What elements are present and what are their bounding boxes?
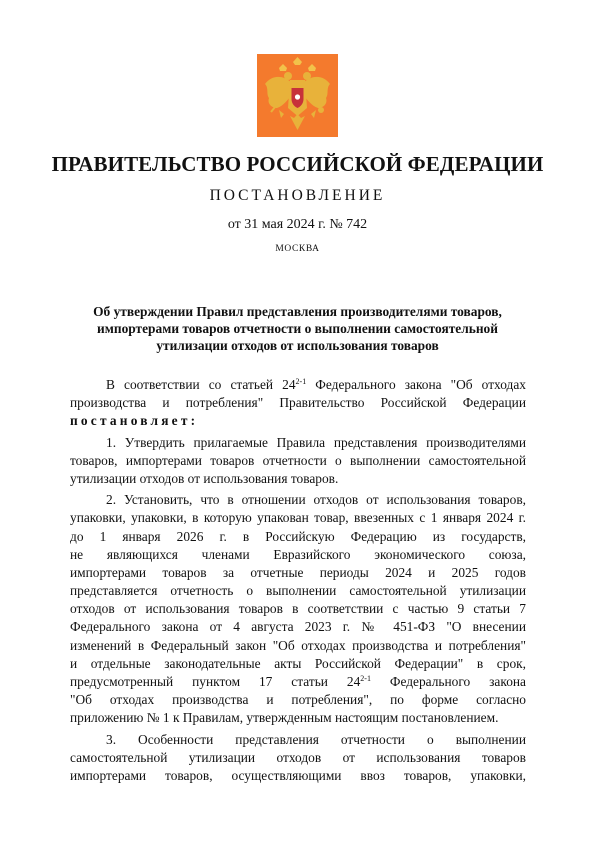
paragraph-3 (70, 731, 526, 786)
title-line: импортерами товаров отчетности о выполнении самостоятельной (97, 321, 498, 336)
title-line: Об утверждении Правил представления производителями товаров, (93, 304, 502, 319)
document-title (70, 303, 525, 354)
text-line: товаров, импортерами товаров отчетности о выполнении самостоятельной (70, 452, 526, 468)
text-fragment: Федерального закона "Об отходах (306, 377, 526, 392)
text-line: упаковки, упаковки, в которую упакован товар, ввезенных с 1 января 2024 г. (70, 510, 526, 526)
text-line: и отдельные законодательные акты Российской Федерации" в срок, (70, 655, 526, 671)
paragraph-2 (70, 491, 526, 727)
text-line: производства и потребления" Правительство Российской Федерации (70, 395, 526, 411)
russian-coat-of-arms-icon (257, 54, 338, 137)
government-title: ПРАВИТЕЛЬСТВО РОССИЙСКОЙ ФЕДЕРАЦИИ (51, 152, 544, 176)
text-line (70, 376, 526, 394)
text-line (70, 673, 526, 691)
text-line: импортерами товаров за отчетные периоды 2024 и 2025 годов (70, 564, 526, 580)
document-body (70, 376, 526, 788)
text-line: представляется отчетность о выполнении самостоятельной утилизации (70, 583, 526, 599)
text-line: "Об отходах производства и потребления", по форме согласно (70, 692, 526, 708)
paragraph-1 (70, 434, 526, 489)
document-city: МОСКВА (275, 244, 320, 254)
text-line: утилизации отходов от использования товаров. (70, 470, 339, 486)
text-line: изменений в Федеральный закон "Об отходах производства и потребления" (70, 637, 526, 653)
document-type: ПОСТАНОВЛЕНИЕ (209, 187, 386, 204)
superscript: 2-1 (295, 377, 307, 386)
text-line: 2. Установить, что в отношении отходов от использования товаров, (106, 492, 526, 508)
preamble (70, 376, 526, 431)
text-line: самостоятельной утилизации отходов от использования товаров (70, 749, 526, 765)
text-line: до 1 января 2026 г. в Российскую Федерацию из государств, (70, 528, 526, 544)
text-line: 1. Утвердить прилагаемые Правила представления производителями (106, 434, 526, 450)
text-fragment: В соответствии со статьей 24 (106, 377, 296, 392)
text-line: 3. Особенности представления отчетности о выполнении (106, 731, 526, 747)
superscript: 2-1 (360, 674, 371, 683)
document-date-number: от 31 мая 2024 г. № 742 (227, 217, 368, 232)
text-line: отходов от использования товаров в соответствии с частью 9 статьи 7 (70, 601, 526, 617)
text-fragment: Федерального закона (370, 674, 526, 689)
text-line: приложению № 1 к Правилам, утвержденным настоящим постановлением. (70, 710, 499, 726)
text-line: импортерами товаров, осуществляющими ввоз товаров, упаковки, (70, 767, 526, 783)
text-line: Федерального закона от 4 августа 2023 г. № 451-ФЗ "О внесении (70, 619, 526, 635)
title-line: утилизации отходов от использования товаров (156, 338, 439, 353)
text-fragment: предусмотренный пунктом 17 статьи 24 (70, 674, 361, 689)
text-line-emphasis: постановляет: (70, 413, 199, 429)
text-line: не являющихся членами Евразийского экономического союза, (70, 546, 526, 562)
